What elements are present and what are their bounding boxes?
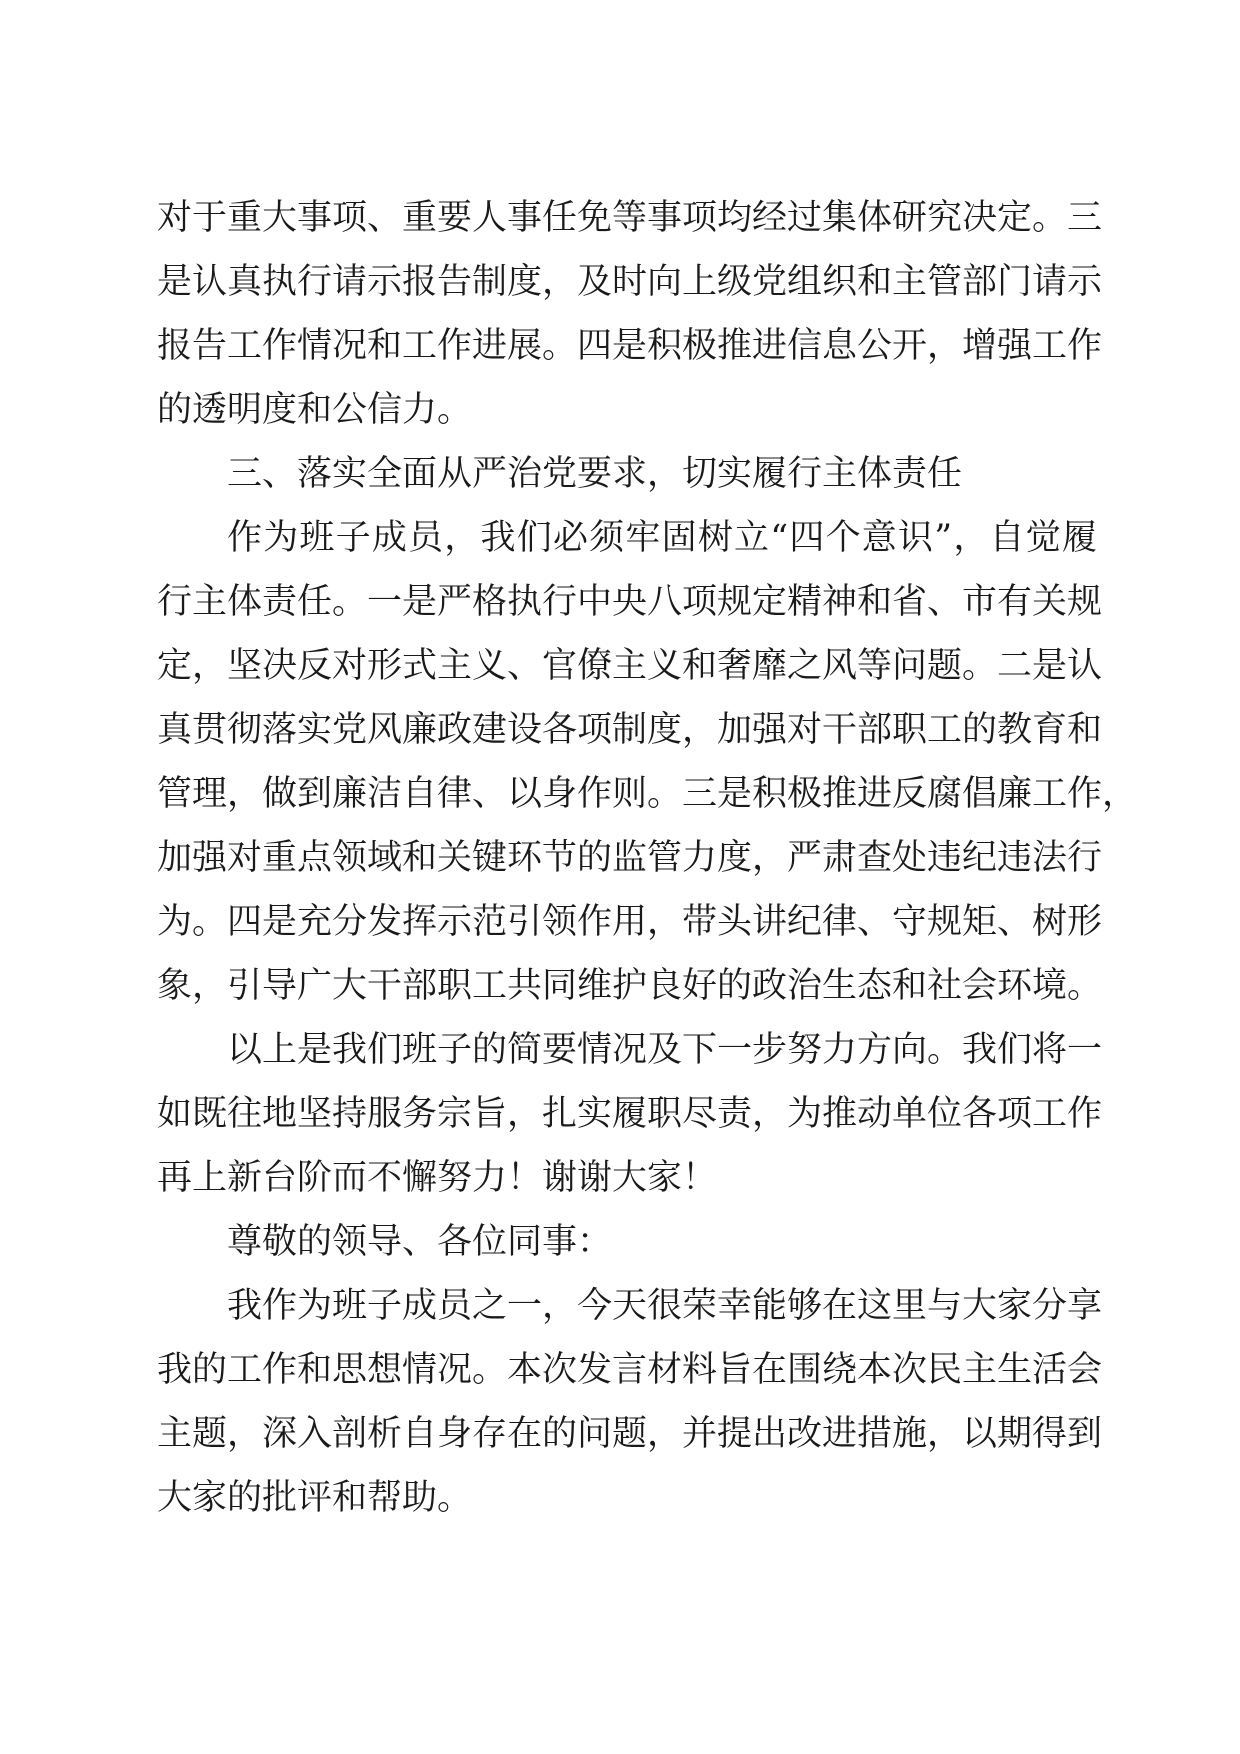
section-heading-text: 三、落实全面从严治党要求，切实履行主体责任 [227,454,963,494]
salutation [157,1210,1097,1274]
text-line: 大家的批评和帮助。 [157,1478,473,1518]
text-line: 我的工作和思想情况。本次发言材料旨在围绕本次民主生活会 [157,1350,1103,1390]
text-line: 主题，深入剖析自身存在的问题，并提出改进措施，以期得到 [157,1414,1103,1454]
text-line: 对于重大事项、重要人事任免等事项均经过集体研究决定。三 [157,198,1103,238]
text-line: 定，坚决反对形式主义、官僚主义和奢靡之风等问题。二是认 [157,646,1103,686]
text-line: 作为班子成员，我们必须牢固树立“四个意识”，自觉履 [227,518,1097,558]
text-line: 是认真执行请示报告制度，及时向上级党组织和主管部门请示 [157,262,1103,302]
text-line: 如既往地坚持服务宗旨，扎实履职尽责，为推动单位各项工作 [157,1094,1103,1134]
text-line: 管理，做到廉洁自律、以身作则。三是积极推进反腐倡廉工作， [157,774,1138,814]
paragraph [157,506,1138,1018]
text-line: 我作为班子成员之一，今天很荣幸能够在这里与大家分享 [227,1286,1103,1326]
text-line: 的透明度和公信力。 [157,390,473,430]
text-line: 报告工作情况和工作进展。四是积极推进信息公开，增强工作 [157,326,1103,366]
text-line: 象，引导广大干部职工共同维护良好的政治生态和社会环境。 [157,966,1103,1006]
section-heading [157,442,1097,506]
text-line: 加强对重点领域和关键环节的监管力度，严肃查处违纪违法行 [157,838,1103,878]
text-line: 真贯彻落实党风廉政建设各项制度，加强对干部职工的教育和 [157,710,1103,750]
document-body [157,186,1138,1530]
paragraph [157,1018,1103,1210]
paragraph [157,186,1103,442]
paragraph [157,1274,1103,1530]
text-line: 再上新台阶而不懈努力！谢谢大家！ [157,1158,718,1198]
text-line: 行主体责任。一是严格执行中央八项规定精神和省、市有关规 [157,582,1103,622]
text-line: 以上是我们班子的简要情况及下一步努力方向。我们将一 [227,1030,1103,1070]
text-line: 为。四是充分发挥示范引领作用，带头讲纪律、守规矩、树形 [157,902,1103,942]
salutation-text: 尊敬的领导、各位同事： [227,1222,613,1262]
